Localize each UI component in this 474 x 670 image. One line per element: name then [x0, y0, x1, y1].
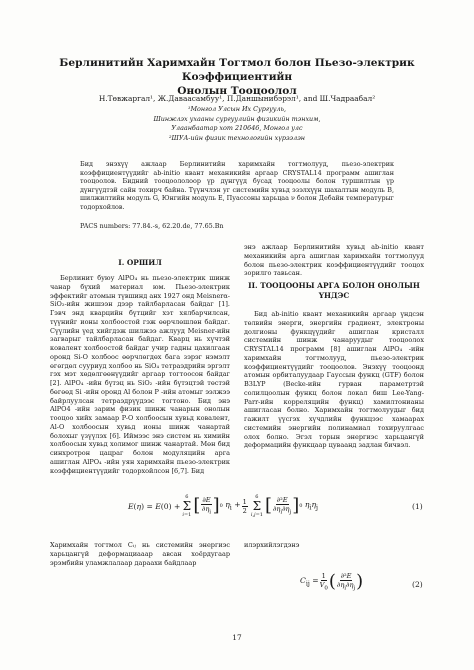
title-line-2: Онолын Тооцоолол — [177, 85, 297, 97]
section-heading-methods — [244, 281, 424, 300]
intro-paragraph-continued: энэ ажлаар Берлинитийн хувьд ab-initio квант механикийн арга ашиглан харимхайн тогтмолууд болон пьезо-электрик коэффициентүүдийг тооцох зорилго тавьсан. — [244, 243, 424, 278]
right-column-text-top — [244, 243, 424, 278]
pacs-numbers: PACS numbers: 77.84.-s, 62.20.de, 77.65.Bn — [80, 222, 224, 230]
affiliation-line: Шинжлэх ухааны сургуулийн физикийн тэнхим, — [153, 114, 321, 123]
right-column-text-methods — [244, 310, 424, 450]
page-number: 17 — [232, 633, 242, 642]
methods-paragraph: Бид ab-initio квант механикийн аргаар үндсэн төлвийн энерги, энергийн градиент, электроны долгионы функцүүдийг ашиглан кристалл системийн шинж чанаруудыг тооцоолох CRYSTAL14 программ [8] ашиглан AlPO₄ -ийн харимхайн тогтмолууд, пьезо-электрик коэффициентүүдийг тооцоолов. Энэхүү тооцоонд атомын орбиталуудаар Гауссын функц (GTF) болон B3LYP (Becke-ийн гурван параметртэй солилцоолын функц болон локал биш Lee-Yang-Parr-ийн корреляцийн функц) хамилтонианы ашигласан болно. Харимхайн тогтмолуудыг бид гажилт үүсгэх хүчдлийн функцээс хамаарах системийн энергийн полинамиал тохируулгаас олох болно. Эгэл торын энергиэс харьцангүй деформацийн функцаар цуваанд задлан бичвэл. — [244, 310, 424, 450]
equation-2-number: (2) — [412, 580, 423, 589]
affiliation-line: Улаанбаатар хот 210646, Монгол улс — [171, 124, 303, 132]
section-heading-methods-line-2: ҮНДЭС — [318, 290, 350, 300]
title-line-1: Берлинитийн Харимхайн Тогтмол болон Пьезо-электрик Коэффициентийн — [59, 57, 415, 83]
equation-1: E(η) = E(0) + 6 Σ i=1 [ $\frac{\partial E}{\partial\eta_i}$ ] 0 $\eta_i$ + $\frac{1}{2}$ 6 Σ i,j=1 [ $\frac{\text{∂²E}}{\partial\eta_i\partial\eta_j}$ ] 0 $\eta_i\eta_j$ — [128, 494, 318, 518]
equation-2: $C_{ij}$ = $\frac{1}{V_0}$ ( $\frac{\text{∂²E}}{\partial\eta_i\partial\eta_j}$ ) — [300, 571, 364, 593]
section-heading-methods-line-1: II. ТООЦООНЫ АРГА БОЛОН ОНОЛЫН — [248, 281, 420, 290]
paper-title — [40, 56, 434, 98]
equation-intro-text: илэрхийлэгдэнэ — [244, 541, 300, 549]
equation-1-number: (1) — [412, 502, 423, 511]
section-heading-intro: I. ОРШИЛ — [118, 258, 162, 267]
bottom-left-text — [50, 541, 230, 567]
abstract: Бид энэхүү ажлаар Берлинитийн харимхайн тогтмолууд, пьезо-электрик коэффициентүүдийг ab-initio квант механикийн аргаар CRYSTAL14 программ ашиглан тооцоолов. Бидний тооцоололоор үр дүнгүүд бусад тооцоолы болон туршилтын үр дүнгүүдтэй сайн тохирч байна. Түүнчлэн уг системийн хувьд эзэлхүүн шахалтын модуль B, шилжилтийн модуль G, Юнгийн модуль E, Пуассоны харьцаа ν болон Дебайн температурыг тодорхойлов. — [80, 160, 394, 211]
affiliation-line: ²ШУА-ийн физик технологийн хүрээлэн — [169, 133, 305, 142]
author-list: Н.Төвжаргал¹, Ж.Даваасамбуу¹, П.Даншынибэрэл¹, and Ш.Чадраабал² — [98, 94, 376, 103]
affiliation-line: ¹Монгол Улсын Их Сургууль, — [187, 105, 287, 113]
bottom-right-text — [244, 541, 424, 550]
affiliations — [40, 105, 434, 143]
left-column-text — [50, 274, 230, 475]
intro-paragraph: Берлинит буюу AlPO₄ нь пьезо-электрик шинж чанар бүхий материал юм. Пьезо-электрик эффектийг атомын түвшинд анх 1927 онд Meisnerα-SiO₂-ийн жишээн дээр тайлбарласан байдаг [1]. Гэвч энд кварцийн бүтцийг хэт хялбарчилсан, түүнийг ионы холбоостой гэж өөрчлөшлөн байдаг. Сүүлийн үед хийгдэж шилжээ ажлууд Meisner-ийн загварыг тайлбарласан байдаг. Кварц нь хүчтэй ковалент холбоостой байдаг учир гадны цахилгаан оронд Si-O холбоос өөрчлөгдөх бага зэрэг нэмэлт өгөгдөл сууриуд холбоо нь SiO₄ тетраэдрийн эргэлт гэх мэт хөдөлгөөнүүдийг аргаар тогтоосон байдаг [2]. AlPO₄ -ийн бүтэц нь SiO₂ -ийн бүтэцтэй төстэй бөгөөд Si -ийн оронд Al болон P -ийн атомыг ээлжээ байрлуулсан тетраэдрүүдээс тогтоно. Бид энэ AlPO4 -ийн зарим физик шинж чанарын онолын тооцоо хийх замаар P-O холбоосын хувьд ковалент, Al-O холбоосын хувьд ионы шинж чанартай болохыг үзүүлэх [6]. Иймээс энэ систем нь химийн холбоосын хувьд холимог шинж чанартай. Мөн бид синхротрон цацраг болон модуляцийн арга ашиглан AlPO₄ -ийн уян харимхайн пьезо-электрик коэффициентүүдийг тодорхойлсон [6,7]. Бид — [50, 274, 230, 475]
elastic-constant-paragraph: Харимхайн тогтмол Cᵢⱼ нь системийн энергиэс харьцангүй деформациааар авсан хоёрдугаар эрэмбийн уламжлалаар дараахи байдлаар — [50, 541, 230, 567]
